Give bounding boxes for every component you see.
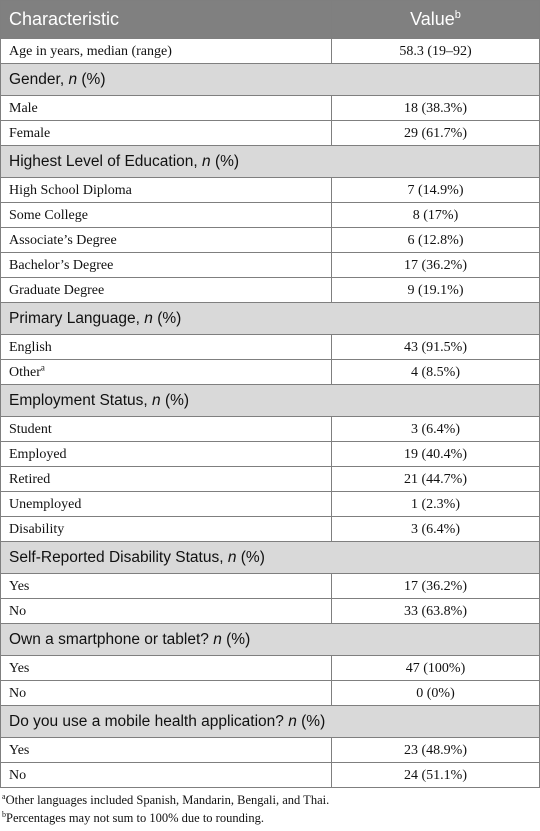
- table-row: [1, 467, 540, 492]
- row-label: [1, 442, 332, 467]
- section-title: [1, 146, 540, 178]
- table-row: [1, 360, 540, 385]
- section-title: [1, 706, 540, 738]
- row-label: [1, 599, 332, 624]
- row-label: [1, 228, 332, 253]
- section-pct-text: (%): [236, 548, 265, 566]
- row-value: 58.3 (19–92): [332, 39, 540, 64]
- table-row: [1, 517, 540, 542]
- table-row: [1, 417, 540, 442]
- row-label: [1, 738, 332, 763]
- row-label-text: No: [9, 603, 27, 619]
- row-label: [1, 121, 332, 146]
- table-row-age: [1, 39, 540, 64]
- row-label-text: Yes: [9, 578, 30, 594]
- row-value: 0 (0%): [332, 681, 540, 706]
- section-title: [1, 303, 540, 335]
- table-row: [1, 738, 540, 763]
- row-label: [1, 253, 332, 278]
- table-row: [1, 121, 540, 146]
- row-label-text: Employed: [9, 446, 67, 462]
- row-value: 3 (6.4%): [332, 517, 540, 542]
- section-n-symbol: n: [288, 712, 297, 730]
- section-title: [1, 64, 540, 96]
- row-value: 47 (100%): [332, 656, 540, 681]
- row-value: 1 (2.3%): [332, 492, 540, 517]
- section-title-text: Gender,: [9, 70, 69, 88]
- row-label-text: No: [9, 685, 27, 701]
- header-value-footnote-mark: b: [454, 9, 461, 21]
- section-title-text: Primary Language,: [9, 309, 145, 327]
- table-row: [1, 178, 540, 203]
- row-value: 8 (17%): [332, 203, 540, 228]
- section-header-row: [1, 385, 540, 417]
- table-row: [1, 574, 540, 599]
- row-label-text: Graduate Degree: [9, 282, 105, 298]
- row-label: [1, 681, 332, 706]
- table-row: [1, 96, 540, 121]
- row-label-text: High School Diploma: [9, 182, 132, 198]
- section-pct-text: (%): [77, 70, 106, 88]
- section-title: [1, 542, 540, 574]
- section-n-symbol: n: [144, 309, 153, 327]
- row-value: 33 (63.8%): [332, 599, 540, 624]
- row-label: [1, 763, 332, 788]
- section-pct-text: (%): [152, 309, 182, 327]
- row-label-text: Yes: [9, 660, 30, 676]
- table-row: [1, 228, 540, 253]
- table-row: [1, 763, 540, 788]
- row-label-text: Retired: [9, 471, 51, 487]
- section-pct-text: (%): [221, 630, 251, 648]
- section-header-row: [1, 624, 540, 656]
- row-footnote-mark: a: [40, 361, 45, 372]
- row-value: 3 (6.4%): [332, 417, 540, 442]
- row-label-text: Unemployed: [9, 496, 82, 512]
- row-label-text: Yes: [9, 742, 30, 758]
- footnotes: [2, 791, 329, 827]
- section-title-text: Do you use a mobile health application?: [9, 712, 289, 730]
- section-pct-text: (%): [296, 712, 326, 730]
- row-label: Age in years, median (range): [1, 39, 332, 64]
- row-value: 19 (40.4%): [332, 442, 540, 467]
- table-row: [1, 442, 540, 467]
- footnote-b: [2, 809, 329, 827]
- row-label: [1, 278, 332, 303]
- section-title: [1, 624, 540, 656]
- section-header-row: [1, 706, 540, 738]
- table-row: [1, 253, 540, 278]
- row-label-text: English: [9, 339, 52, 355]
- footnote-text: Other languages included Spanish, Mandarin, Bengali, and Thai.: [5, 793, 330, 807]
- row-label-text: No: [9, 767, 27, 783]
- section-header-row: [1, 303, 540, 335]
- row-label-text: Male: [9, 100, 38, 116]
- row-label-text: Associate’s Degree: [9, 232, 117, 248]
- row-label: [1, 96, 332, 121]
- section-title-text: Own a smartphone or tablet?: [9, 630, 214, 648]
- row-label: [1, 517, 332, 542]
- row-label-text: Other: [9, 364, 41, 380]
- row-label: [1, 360, 332, 385]
- row-value: 23 (48.9%): [332, 738, 540, 763]
- table-header-row: [1, 1, 540, 39]
- row-value: 9 (19.1%): [332, 278, 540, 303]
- section-header-row: [1, 64, 540, 96]
- row-label: [1, 492, 332, 517]
- section-title-text: Self-Reported Disability Status,: [9, 548, 228, 566]
- header-value: [332, 1, 540, 39]
- table-row: [1, 335, 540, 360]
- footnote-mark: b: [2, 809, 6, 819]
- row-label: [1, 467, 332, 492]
- table-row: [1, 492, 540, 517]
- section-header-row: [1, 542, 540, 574]
- footnote-mark: a: [2, 791, 6, 801]
- row-value: 4 (8.5%): [332, 360, 540, 385]
- row-value: 21 (44.7%): [332, 467, 540, 492]
- table-row: [1, 656, 540, 681]
- section-n-symbol: n: [152, 391, 161, 409]
- table-row: [1, 278, 540, 303]
- row-value: 17 (36.2%): [332, 253, 540, 278]
- table-row: [1, 203, 540, 228]
- footnote-text: Percentages may not sum to 100% due to rounding.: [6, 811, 264, 825]
- section-pct-text: (%): [160, 391, 190, 409]
- section-title-text: Employment Status,: [9, 391, 153, 409]
- section-title-text: Highest Level of Education,: [9, 152, 203, 170]
- row-label-text: Bachelor’s Degree: [9, 257, 114, 273]
- row-label-text: Student: [9, 421, 52, 437]
- row-label: [1, 178, 332, 203]
- table-row: [1, 599, 540, 624]
- row-label: [1, 335, 332, 360]
- row-value: 17 (36.2%): [332, 574, 540, 599]
- row-value: 43 (91.5%): [332, 335, 540, 360]
- section-header-row: [1, 146, 540, 178]
- row-label: [1, 656, 332, 681]
- table-body: [1, 39, 540, 788]
- row-value: 29 (61.7%): [332, 121, 540, 146]
- row-label: [1, 203, 332, 228]
- section-pct-text: (%): [210, 152, 240, 170]
- section-n-symbol: n: [202, 152, 211, 170]
- footnote-a: [2, 791, 329, 809]
- header-characteristic: [1, 1, 332, 39]
- row-value: 7 (14.9%): [332, 178, 540, 203]
- header-value-label: Value: [410, 9, 455, 29]
- row-label-text: Some College: [9, 207, 88, 223]
- section-n-symbol: n: [227, 548, 237, 566]
- section-n-symbol: n: [213, 630, 222, 648]
- section-title: [1, 385, 540, 417]
- section-n-symbol: n: [68, 70, 78, 88]
- row-label: [1, 417, 332, 442]
- header-characteristic-label: Characteristic: [9, 9, 120, 29]
- row-label-text: Female: [9, 125, 51, 141]
- row-value: 6 (12.8%): [332, 228, 540, 253]
- row-label-text: Disability: [9, 521, 65, 537]
- table-row: [1, 681, 540, 706]
- row-value: 18 (38.3%): [332, 96, 540, 121]
- row-label: [1, 574, 332, 599]
- row-value: 24 (51.1%): [332, 763, 540, 788]
